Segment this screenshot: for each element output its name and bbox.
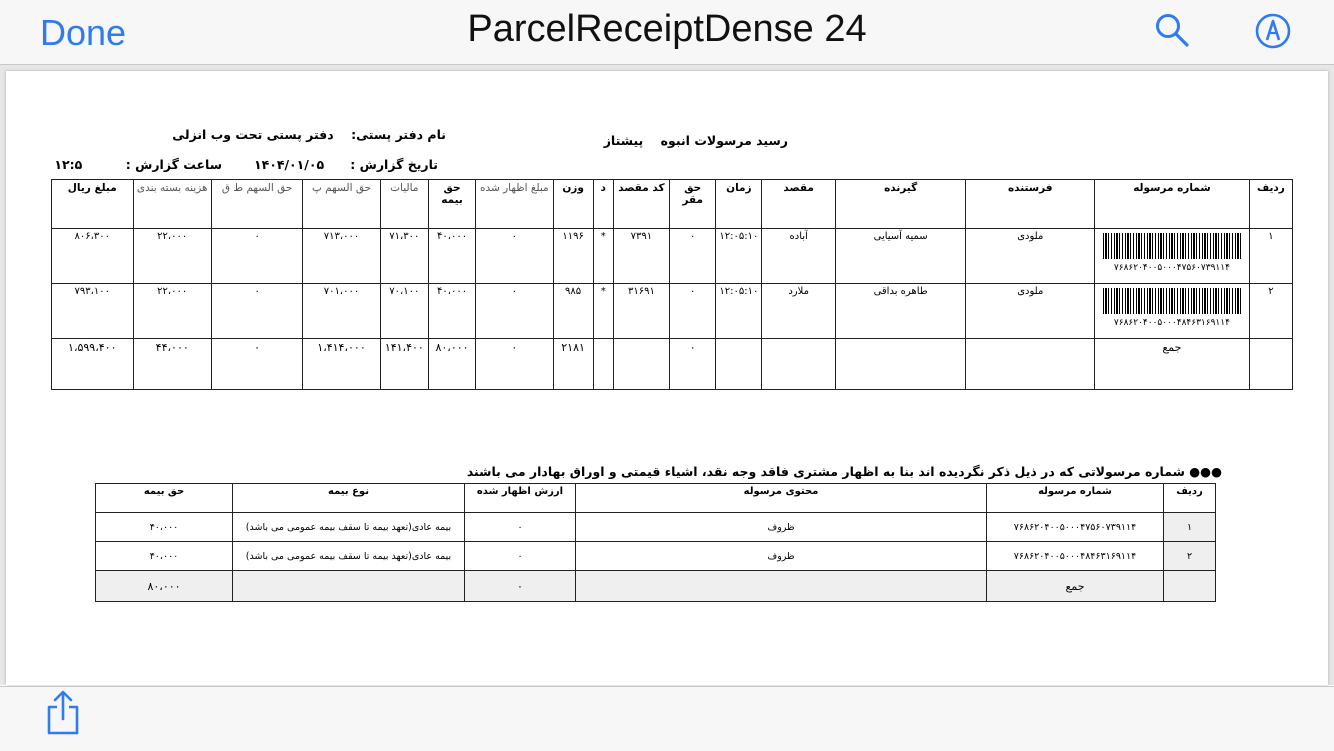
total-weight: ۲۱۸۱ [553, 339, 593, 390]
parcel-table [51, 179, 1293, 390]
total-label: جمع [987, 571, 1164, 602]
tracking-number: ۷۶۸۶۲۰۴۰۰۵۰۰۰۴۷۵۶۰۷۳۹۱۱۴ [1113, 263, 1230, 273]
total-cell [233, 571, 465, 602]
column-header: مبلغ اظهار شده [476, 180, 553, 229]
time-label: ساعت گزارش : [125, 157, 222, 172]
tax: ۷۱،۳۰۰ [380, 229, 428, 284]
row-index: ۱ [1249, 229, 1292, 284]
column-header: حق بیمه [96, 484, 233, 513]
share-p: ۷۰۱،۰۰۰ [303, 284, 380, 339]
total-cell [762, 339, 835, 390]
date-label: تاریخ گزارش : [350, 157, 438, 172]
recipient: سمیه آسیایی [835, 229, 966, 284]
contents: ظروف [576, 542, 987, 571]
row-index: ۲ [1164, 542, 1216, 571]
search-icon[interactable] [1154, 12, 1190, 48]
column-header: گیرنده [835, 180, 966, 229]
column-header: هزینه بسته بندی [133, 180, 211, 229]
column-header: محتوی مرسوله [576, 484, 987, 513]
total-tax: ۱۴۱،۴۰۰ [380, 339, 428, 390]
table-header-row [52, 180, 1293, 229]
date-value: ۱۴۰۴/۰۱/۰۵ [253, 157, 325, 172]
flag: * [593, 229, 613, 284]
time: ۱۲:۰۵:۱۰ [716, 284, 762, 339]
column-header: حق السهم ط ق [211, 180, 302, 229]
column-header: د [593, 180, 613, 229]
base-fee: ۰ [670, 229, 716, 284]
column-header: ردیف [1164, 484, 1216, 513]
total-cell [613, 339, 669, 390]
column-header: حق مقر [670, 180, 716, 229]
column-header: شماره مرسوله [1095, 180, 1250, 229]
total-insurance-fee: ۸۰،۰۰۰ [96, 571, 233, 602]
receipt-title-text: رسید مرسولات انبوه [660, 133, 788, 148]
sender: ملودی [966, 284, 1095, 339]
receipt-title [446, 133, 788, 148]
tax: ۷۰،۱۰۰ [380, 284, 428, 339]
row-index: ۲ [1249, 284, 1292, 339]
insurance-table [95, 483, 1216, 602]
column-header: مالیات [380, 180, 428, 229]
tracking-number: ۷۶۸۶۲۰۴۰۰۵۰۰۰۴۷۵۶۰۷۳۹۱۱۴ [987, 513, 1164, 542]
bottom-toolbar [0, 686, 1334, 751]
total-row [52, 339, 1293, 390]
column-header: مقصد [762, 180, 835, 229]
markup-icon[interactable] [1254, 12, 1292, 50]
declared-value: ۰ [476, 284, 553, 339]
destination-code: ۷۳۹۱ [613, 229, 669, 284]
disclaimer-note: ●●● شماره مرسولاتی که در ذیل ذکر نگردیده اند بنا به اظهار مشتری فاقد وجه نقد، اشیاء قیمتی و اوراق بهادار می باشند [466, 464, 1222, 479]
time: ۱۲:۰۵:۱۰ [716, 229, 762, 284]
base-fee: ۰ [670, 284, 716, 339]
destination: آباده [762, 229, 835, 284]
tracking-number-cell [1095, 229, 1250, 284]
share-tq: ۰ [211, 284, 302, 339]
destination: ملارد [762, 284, 835, 339]
destination-code: ۳۱۶۹۱ [613, 284, 669, 339]
share-p: ۷۱۳،۰۰۰ [303, 229, 380, 284]
barcode-image [1103, 233, 1241, 259]
column-header: کد مقصد [613, 180, 669, 229]
total-share-tq: ۰ [211, 339, 302, 390]
recipient: طاهره بداقی [835, 284, 966, 339]
column-header: وزن [553, 180, 593, 229]
total-cell [593, 339, 613, 390]
table-row [52, 284, 1293, 339]
table-header-row [96, 484, 1216, 513]
tracking-number: ۷۶۸۶۲۰۴۰۰۵۰۰۰۴۸۴۶۳۱۶۹۱۱۴ [987, 542, 1164, 571]
insurance-type: بیمه عادی(تعهد بیمه تا سقف بیمه عمومی می باشد) [233, 513, 465, 542]
tracking-number: ۷۶۸۶۲۰۴۰۰۵۰۰۰۴۸۴۶۳۱۶۹۱۱۴ [1113, 318, 1230, 328]
total-declared-value: ۰ [465, 571, 576, 602]
weight: ۱۱۹۶ [553, 229, 593, 284]
service-type: پیشتاز [603, 133, 644, 148]
column-header: نوع بیمه [233, 484, 465, 513]
office-value: دفتر پستی تحت وب انزلی [172, 127, 334, 142]
insurance-fee: ۴۰،۰۰۰ [96, 542, 233, 571]
table-row [96, 542, 1216, 571]
packaging-fee: ۲۲،۰۰۰ [133, 229, 211, 284]
sender: ملودی [966, 229, 1095, 284]
declared-value: ۰ [465, 513, 576, 542]
done-button[interactable]: Done [40, 12, 127, 53]
office-label: نام دفتر پستی: [351, 127, 446, 142]
table-row [52, 229, 1293, 284]
total-base-fee: ۰ [670, 339, 716, 390]
insurance-fee: ۴۰،۰۰۰ [428, 284, 475, 339]
column-header: ردیف [1249, 180, 1292, 229]
document-title: ParcelReceiptDense 24 [467, 8, 867, 50]
tracking-number-cell [1095, 284, 1250, 339]
declared-value: ۰ [476, 229, 553, 284]
amount-rial: ۸۰۶،۳۰۰ [52, 229, 134, 284]
date-line [246, 157, 438, 172]
amount-rial: ۷۹۳،۱۰۰ [52, 284, 134, 339]
column-header: مبلغ ریال [52, 180, 134, 229]
weight: ۹۸۵ [553, 284, 593, 339]
total-declared-value: ۰ [476, 339, 553, 390]
column-header: حق بیمه [428, 180, 475, 229]
total-packaging-fee: ۴۴،۰۰۰ [133, 339, 211, 390]
column-header: حق السهم پ [303, 180, 380, 229]
table-row [96, 513, 1216, 542]
total-cell [716, 339, 762, 390]
insurance-fee: ۴۰،۰۰۰ [96, 513, 233, 542]
total-row [96, 571, 1216, 602]
flag: * [593, 284, 613, 339]
share-icon[interactable] [44, 687, 82, 737]
total-insurance-fee: ۸۰،۰۰۰ [428, 339, 475, 390]
total-amount-rial: ۱،۵۹۹،۴۰۰ [52, 339, 134, 390]
time-value: ۱۲:۵ [54, 157, 83, 172]
column-header: زمان [716, 180, 762, 229]
insurance-type: بیمه عادی(تعهد بیمه تا سقف بیمه عمومی می باشد) [233, 542, 465, 571]
contents: ظروف [576, 513, 987, 542]
share-tq: ۰ [211, 229, 302, 284]
column-header: شماره مرسوله [987, 484, 1164, 513]
document-viewer[interactable] [0, 65, 1334, 685]
total-share-p: ۱،۴۱۴،۰۰۰ [303, 339, 380, 390]
declared-value: ۰ [465, 542, 576, 571]
nav-bar [0, 0, 1334, 65]
total-cell [1249, 339, 1292, 390]
barcode-image [1103, 288, 1241, 314]
total-cell [835, 339, 966, 390]
document-page [6, 71, 1328, 685]
office-line [156, 127, 446, 142]
column-header: فرستنده [966, 180, 1095, 229]
total-cell [576, 571, 987, 602]
total-cell [966, 339, 1095, 390]
row-index: ۱ [1164, 513, 1216, 542]
total-cell [1164, 571, 1216, 602]
insurance-fee: ۴۰،۰۰۰ [428, 229, 475, 284]
time-line [54, 157, 222, 172]
column-header: ارزش اظهار شده [465, 484, 576, 513]
total-label: جمع [1095, 339, 1250, 390]
packaging-fee: ۲۲،۰۰۰ [133, 284, 211, 339]
